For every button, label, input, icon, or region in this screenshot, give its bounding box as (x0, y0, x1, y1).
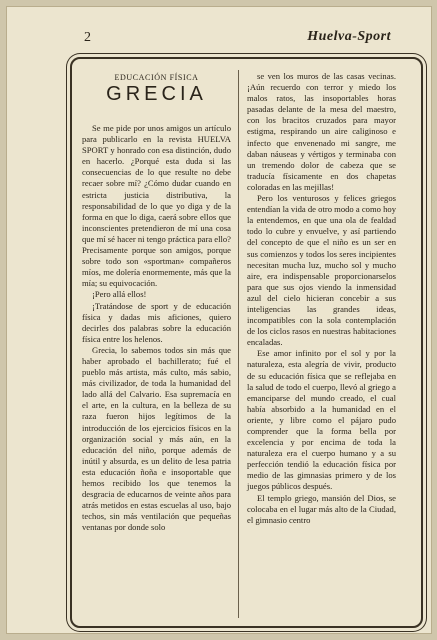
article-paragraph: ¡Tratándose de sport y de educación física y dadas mis aficiones, quiero decirles dos palabras sobre la educación física entre los helenos. (82, 300, 231, 344)
page-header (84, 30, 391, 50)
article-column-right (247, 71, 396, 526)
article-column-left (82, 71, 231, 533)
right-column-body (247, 71, 396, 526)
article-paragraph: Ese amor infinito por el sol y por la naturaleza, esta alegría de vivir, producto de su educación física que se reflejaba en la salud de todo el cuerpo, llevó al griego a emanciparse del mundo creado, el cual había absorbido a la humanidad en el oriente, y libre como el pájaro pudo comprender que la forma bella por excelencia y por encima de toda la naturaleza era el cuerpo humano y a su perfección tendió la educación física por medio de las gimnasias primero y de los juegos públicos después. (247, 348, 396, 492)
page-number: 2 (84, 30, 91, 45)
article-paragraph: Se me pide por unos amigos un artículo para publicarlo en la revista HUELVA SPORT y honrado con esa distinción, dudo en hacerlo. ¿Porqué esta duda si las consecuencias de lo que resulte no debe recaer sobre mí? ¿Cómo dudar cuando en estricta justicia distributiva, la responsabilidad de lo que yo diga y de la forma en que lo diga, caerá sobre ellos que inconscientes pretendieron de mí una cosa que mí sé hacer ni tengo práctica para ello? Precisamente porque son amigos, porque sobre todo son «sportman» compañeros míos, me dolería enormemente, más que la mía; su equivocación. (82, 123, 231, 289)
publication-title: Huelva-Sport (307, 29, 391, 44)
article-paragraph: Grecia, lo sabemos todos sin más que haber aprobado el bachillerato; fué el pueblo más artista, más culto, más sabio, más civilizador, de toda la humanidad del lado allá del Calvario. Esa supremacía en el arte, en la cultura, en la belleza de su raza fueron hijos legítimos de la introducción de los ejercicios físicos en la organización social y más aún, en la educación del niño, porque además de inútil y absurda, es un delito de lesa patria esta educación ñoña e insoportable que hemos recibido los que tenemos la desgracia de educarnos de veinte años para atrás metidos en estas escuelas al uso, bajo techos, sin más ventilación que pequeñas ventanas por donde solo (82, 344, 231, 533)
article-paragraph: Pero los venturosos y felices griegos entendían la vida de otro modo a como hoy la entendemos, en que una ola de fealdad todo lo cubre y envuelve, y así partiendo del concepto de que el niño es un ser en sus comienzos y todos los seres incipientes necesitan mucha luz, mucho sol y mucho aire, era indispensable proporcionarselos para que sus ojos viendo la inmensidad azul del cielo hicieran concebir a sus inteligencias las grandes ideas, incompatibles con la sola contemplación de los ciclos rasos en nuestras habitaciones encaladas. (247, 193, 396, 348)
article-title: GRECIA (106, 83, 207, 105)
left-column-body (82, 123, 231, 533)
column-divider (238, 70, 239, 618)
article-paragraph: El templo griego, mansión del Dios, se colocaba en el lugar más alto de la Ciudad, el gimnasio centro (247, 492, 396, 525)
article-paragraph: ¡Pero allá ellos! (92, 289, 147, 300)
article-paragraph: se ven los muros de las casas vecinas. ¡Aún recuerdo con terror y miedo los malos ratos, las insoportables horas pasadas delante de la mesa del maestro, con los bracitos cruzados para mayor estigma, respirando un aire caliginoso e infecto que envenenado mi sangre, me daban náuseas y vértigos y terminaba con un tremendo dolor de cabeza que se traducía físicamente en dos chapetas coloradas en las mejillas! (247, 71, 396, 192)
section-heading: EDUCACIÓN FÍSICA (114, 73, 199, 82)
